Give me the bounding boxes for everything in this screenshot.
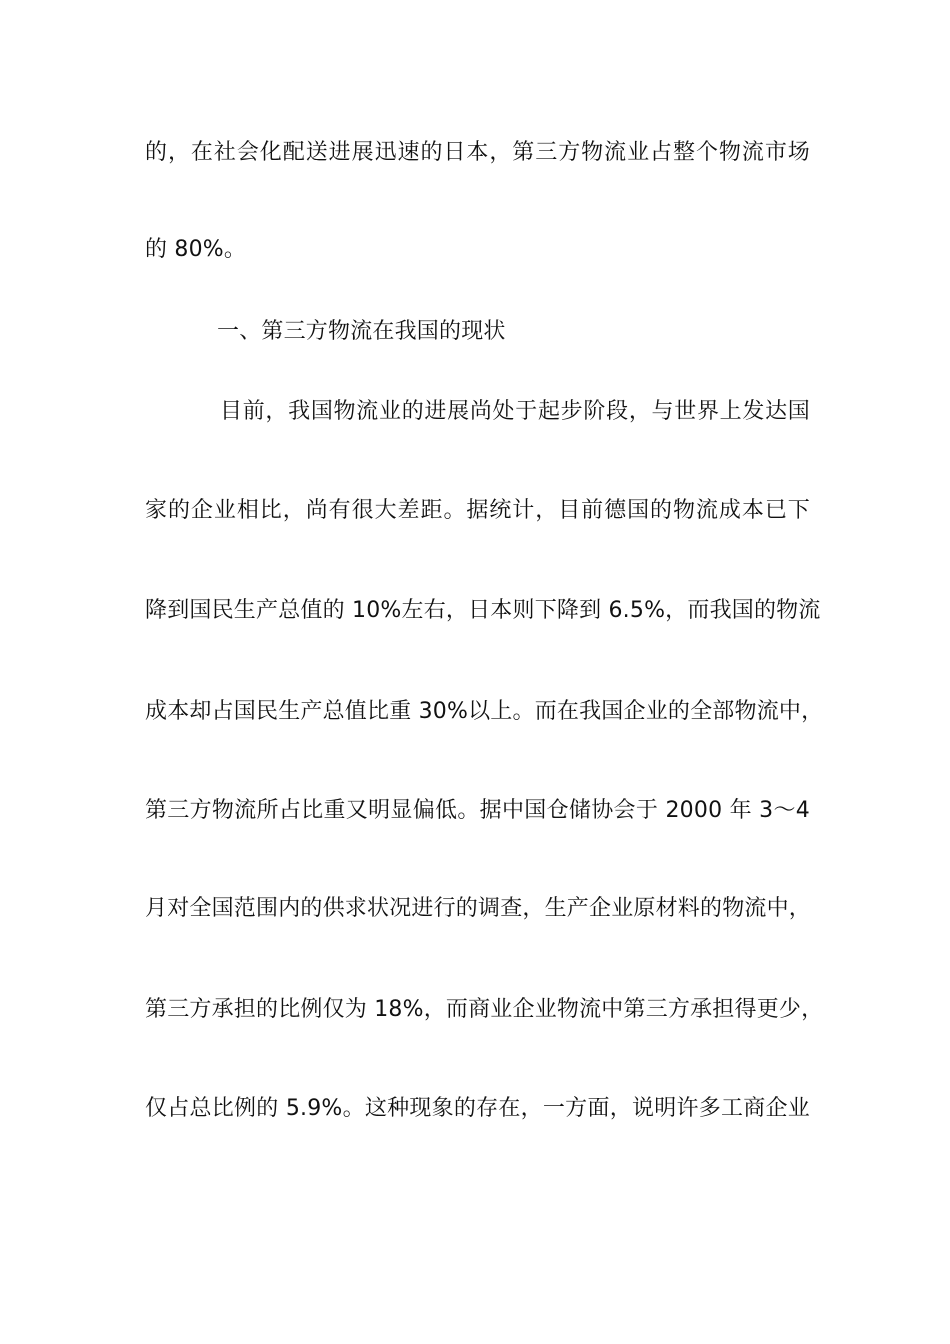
text-line: 的 80%。 (145, 237, 247, 262)
section-heading: 一、第三方物流在我国的现状 (217, 319, 506, 344)
text-line: 降到国民生产总值的 10%左右，日本则下降到 6.5%，而我国的物流 (145, 598, 821, 623)
paragraph-first-line: 目前，我国物流业的进展尚处于起步阶段，与世界上发达国 (220, 399, 810, 424)
text-line: 仅占总比例的 5.9%。这种现象的存在，一方面，说明许多工商企业 (145, 1096, 810, 1121)
text-line: 第三方承担的比例仅为 18%，而商业企业物流中第三方承担得更少， (145, 997, 824, 1022)
text-line: 的，在社会化配送进展迅速的日本，第三方物流业占整个物流市场 (145, 140, 810, 165)
text-line: 第三方物流所占比重又明显偏低。据中国仓储协会于 2000 年 3～4 (145, 798, 810, 823)
text-line: 家的企业相比，尚有很大差距。据统计，目前德国的物流成本已下 (145, 498, 810, 523)
text-line: 月对全国范围内的供求状况进行的调查，生产企业原材料的物流中， (145, 896, 812, 921)
text-line: 成本却占国民生产总值比重 30%以上。而在我国企业的全部物流中， (145, 699, 824, 724)
